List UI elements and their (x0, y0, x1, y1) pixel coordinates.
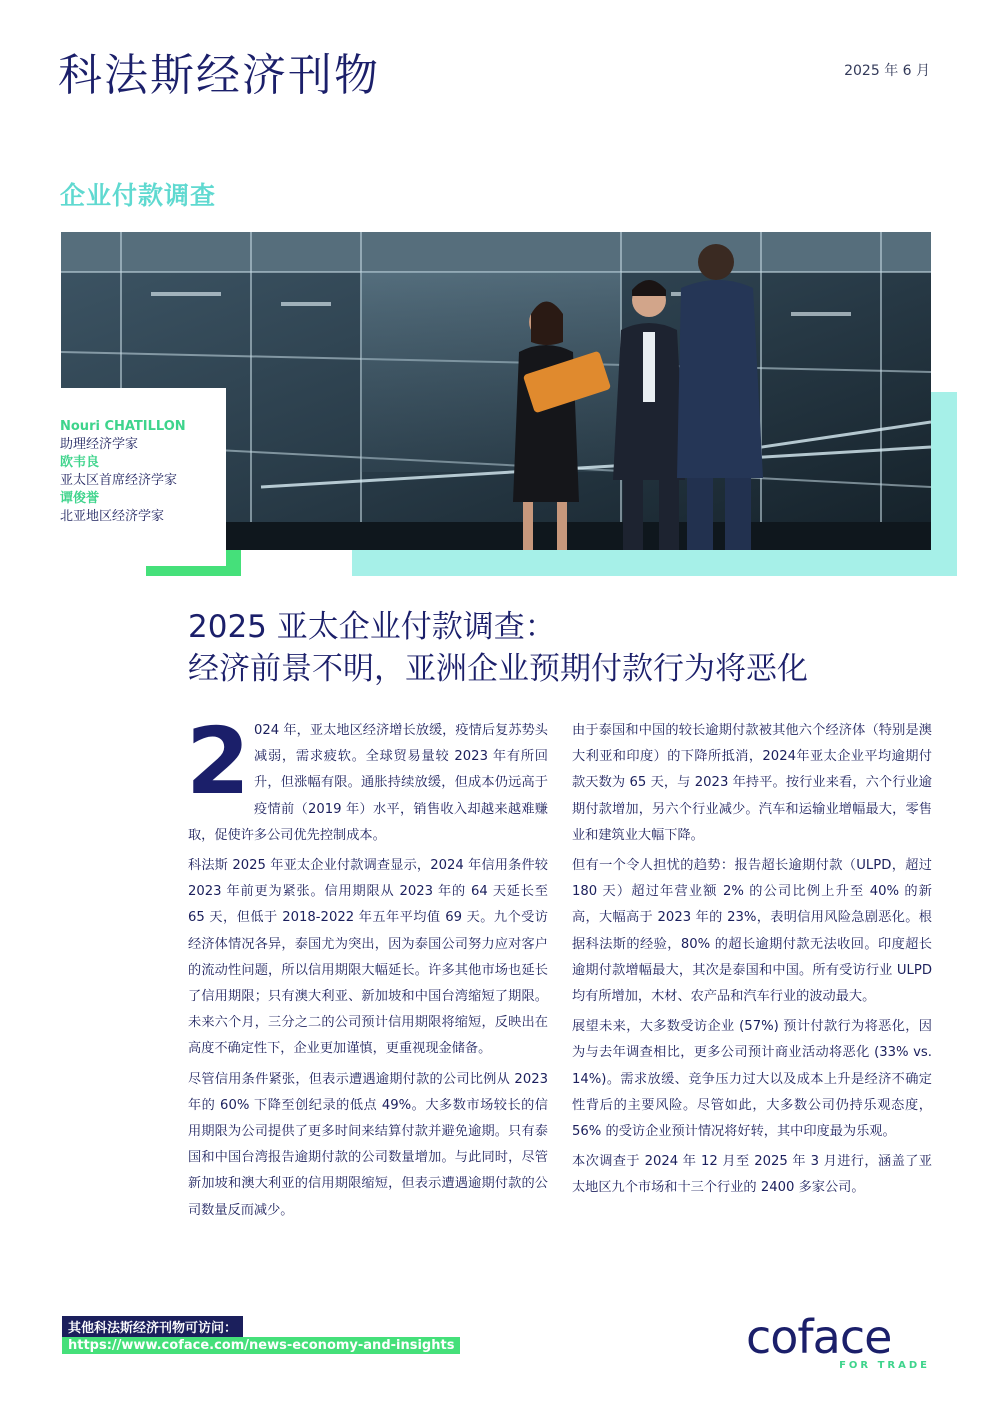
body-column-left (186, 708, 548, 1228)
drop-cap: 2 (186, 708, 251, 815)
logo-wordmark: coface (746, 1310, 892, 1364)
body-paragraph: 但有一个令人担忧的趋势：报告超长逾期付款（ULPD，超过 180 天）超过年营业额 2% 的公司比例上升至 40% 的新高，大幅高于 2023 年的 23%，表明信用风险急剧恶化。根据科法斯的经验，80% 的超长逾期付款无法收回。印度超长逾期付款增幅最大，其次是泰国和中国。所有受访行业 ULPD 均有所增加，木材、农产品和汽车行业的波动最大。 (572, 858, 932, 1005)
author-list (60, 418, 186, 526)
publication-date: 2025 年 6 月 (844, 63, 930, 79)
headline-line-1: 2025 亚太企业付款调查： (188, 609, 556, 645)
body-paragraph: 本次调查于 2024 年 12 月至 2025 年 3 月进行，涵盖了亚太地区九个市场和十三个行业的 2400 多家公司。 (572, 1154, 932, 1196)
paragraph-text: 024 年，亚太地区经济增长放缓，疫情后复苏势头减弱，需求疲软。全球贸易量较 2023 年有所回升，但涨幅有限。通胀持续放缓，但成本仍远高于疫情前（2019 年）水平，销售收入却越来越难赚取，促使许多公司优先控制成本。 (188, 723, 548, 843)
body-paragraph: 展望未来，大多数受访企业 (57%) 预计付款行为将恶化，因为与去年调查相比，更多公司预计商业活动将恶化 (33% vs. 14%)。需求放缓、竞争压力过大以及成本上升是经济不确定性背后的主要风险。尽管如此，大多数公司仍持乐观态度，56% 的受访企业预计情况将好转，其中印度最为乐观。 (572, 1019, 932, 1140)
article-headline (188, 606, 808, 690)
author-role: 亚太区首席经济学家 (60, 473, 178, 488)
author-role: 北亚地区经济学家 (60, 509, 165, 524)
body-paragraph: 由于泰国和中国的较长逾期付款被其他六个经济体（特别是澳大利亚和印度）的下降所抵消，2024年亚太企业平均逾期付款天数为 65 天，与 2023 年持平。按行业来看，六个行业逾期付款增加，另六个行业减少。汽车和运输业增幅最大，零售业和建筑业大幅下降。 (572, 723, 932, 843)
body-paragraph (186, 708, 548, 849)
author-name: 谭俊誉 (60, 491, 100, 506)
logo-tagline: FOR TRADE (839, 1360, 930, 1371)
body-column-right (572, 718, 932, 1206)
footer-label: 其他科法斯经济刊物可访问： (62, 1316, 243, 1337)
coface-logo (746, 1310, 936, 1374)
headline-line-2: 经济前景不明，亚洲企业预期付款行为将恶化 (188, 651, 808, 687)
footer-link[interactable]: https://www.coface.com/news-economy-and-insights (62, 1337, 460, 1354)
body-paragraph: 科法斯 2025 年亚太企业付款调查显示，2024 年信用条件较 2023 年前更为紧张。信用期限从 2023 年的 64 天延长至 65 天，但低于 2018-2022 年五年平均值 69 天。九个受访经济体情况各异，泰国尤为突出，因为泰国公司努力应对客户的流动性问题，所以信用期限大幅延长。许多其他市场也延长了信用期限；只有澳大利亚、新加坡和中国台湾缩短了期限。未来六个月，三分之二的公司预计信用期限将缩短，反映出在高度不确定性下，企业更加谨慎，更重视现金储备。 (188, 858, 548, 1057)
author-name: Nouri CHATILLON (60, 419, 186, 434)
section-title: 企业付款调查 (60, 181, 217, 210)
publication-title: 科法斯经济刊物 (58, 50, 380, 101)
author-role: 助理经济学家 (60, 437, 139, 452)
author-name: 欧韦良 (60, 455, 100, 470)
body-paragraph: 尽管信用条件紧张，但表示遭遇逾期付款的公司比例从 2023 年的 60% 下降至创纪录的低点 49%。大多数市场较长的信用期限为公司提供了更多时间来结算付款并避免逾期。只有泰国和中国台湾报告逾期付款的公司数量增加。与此同时，尽管新加坡和澳大利亚的信用期限缩短，但表示遭遇逾期付款的公司数量反而减少。 (188, 1071, 548, 1218)
